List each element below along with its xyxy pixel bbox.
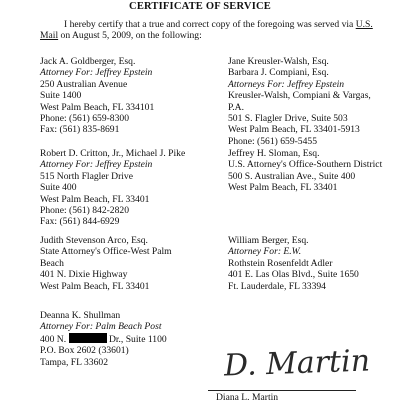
represented-party: Attorney For: E.W. <box>228 246 302 258</box>
document-title: CERTIFICATE OF SERVICE <box>129 1 271 12</box>
attorney-name: Barbara J. Compiani, Esq. <box>228 67 329 79</box>
service-method: U.S. Mail <box>40 19 373 42</box>
attorney-name: Jeffrey H. Sloman, Esq. <box>228 148 320 159</box>
city-line: West Palm Beach, FL 33401-5913 <box>228 124 360 136</box>
redaction-bar <box>69 333 107 343</box>
city-line: Ft. Lauderdale, FL 33394 <box>228 280 326 292</box>
po-box-line: P.O. Box 2602 (33601) <box>40 345 129 357</box>
address-line: 250 Australian Avenue <box>40 78 128 90</box>
attorney-name: Jack A. Goldberger, Esq. <box>40 56 136 67</box>
office-name: State Attorney's Office-West Palm <box>40 246 172 258</box>
party-block-berger <box>228 235 398 292</box>
address-line: Suite 400 <box>40 182 77 194</box>
certification-statement <box>40 19 390 42</box>
attorney-name: Judith Stevenson Arco, Esq. <box>40 235 148 246</box>
address-prefix: 400 N. <box>40 333 67 345</box>
office-name: U.S. Attorney's Office-Southern District <box>228 159 383 171</box>
attorney-name: Deanna K. Shullman <box>40 310 121 321</box>
handwritten-signature: D. Martin <box>223 343 371 384</box>
city-line: Tampa, FL 33602 <box>40 356 108 368</box>
address-line: 500 S. Australian Ave., Suite 400 <box>228 170 356 182</box>
intro-date-text: on August 5, 2009, on the following: <box>60 30 202 42</box>
party-block-goldberger <box>40 56 200 136</box>
city-line: West Palm Beach, FL 33401 <box>40 280 150 292</box>
signer-name: Diana L. Martin <box>216 392 279 403</box>
address-line: 501 S. Flagler Drive, Suite 503 <box>228 113 348 125</box>
address-suffix: Dr., Suite 1100 <box>108 333 167 345</box>
city-line: West Palm Beach, FL 33401 <box>228 182 338 194</box>
party-block-kreusler-walsh <box>228 56 396 147</box>
address-line: 401 E. Las Olas Blvd., Suite 1650 <box>228 269 359 281</box>
signature-line <box>208 390 356 391</box>
firm-name: P.A. <box>228 101 244 113</box>
city-line: West Palm Beach, FL 33401 <box>40 193 150 205</box>
address-line: Suite 1400 <box>40 90 82 102</box>
fax-line: Fax: (561) 844-6929 <box>40 216 120 228</box>
firm-name: Kreusler-Walsh, Compiani & Vargas, <box>228 90 371 102</box>
address-line <box>40 333 210 345</box>
fax-line: Fax: (561) 835-8691 <box>40 124 120 136</box>
party-block-sloman <box>228 148 398 194</box>
attorney-name: Jane Kreusler-Walsh, Esq. <box>228 56 329 67</box>
phone-line: Phone: (561) 659-8300 <box>40 113 129 125</box>
party-block-arco <box>40 235 200 292</box>
party-block-shullman <box>40 310 210 368</box>
office-name: Beach <box>40 257 64 269</box>
firm-name: Rothstein Rosenfeldt Adler <box>228 257 333 269</box>
represented-party: Attorney For: Palm Beach Post <box>40 321 162 333</box>
attorney-name: Robert D. Critton, Jr., Michael J. Pike <box>40 148 186 159</box>
city-line: West Palm Beach, FL 334101 <box>40 101 155 113</box>
attorney-name: William Berger, Esq. <box>228 235 309 246</box>
phone-line: Phone: (561) 659-5455 <box>228 135 317 147</box>
phone-line: Phone: (561) 842-2820 <box>40 205 129 217</box>
address-line: 401 N. Dixie Highway <box>40 269 128 281</box>
party-block-critton <box>40 148 220 228</box>
represented-party: Attorneys For: Jeffrey Epstein <box>228 78 345 90</box>
address-line: 515 North Flagler Drive <box>40 170 133 182</box>
represented-party: Attorney For: Jeffrey Epstein <box>40 159 153 171</box>
represented-party: Attorney For: Jeffrey Epstein <box>40 67 153 79</box>
intro-text: I hereby certify that a true and correct copy of the foregoing was served via <box>64 19 354 30</box>
